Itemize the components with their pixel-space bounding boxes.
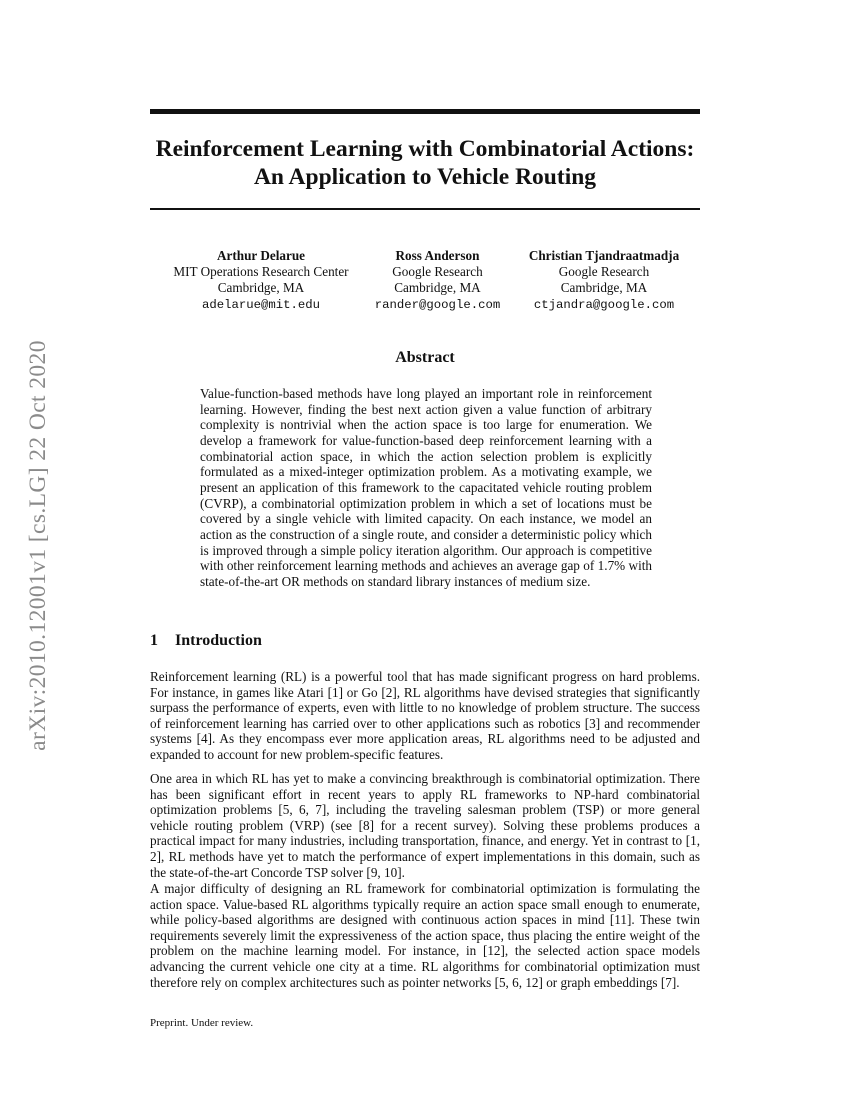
author-3: [512, 248, 696, 313]
author-name: Ross Anderson: [395, 248, 480, 263]
arxiv-stamp-text: arXiv:2010.12001v1 [cs.LG] 22 Oct 2020: [24, 339, 51, 751]
author-1: [150, 248, 372, 313]
author-affiliation: MIT Operations Research Center: [173, 264, 349, 280]
intro-paragraph-1: Reinforcement learning (RL) is a powerful tool that has made significant progress on hard problems. For instance, in games like Atari [1] or Go [2], RL algorithms have devised strategies that significantly surpass the performance of experts, even with little to no knowledge of problem structure. The success of reinforcement learning has carried over to other applications such as robotics [3] and recommender systems [4]. As they encompass ever more application areas, RL algorithms need to be adjusted and expanded to account for new problem-specific features.: [150, 669, 700, 762]
author-location: Cambridge, MA: [560, 280, 648, 296]
author-block: [150, 248, 700, 318]
author-2: [365, 248, 510, 313]
author-email: adelarue@mit.edu: [201, 297, 321, 312]
author-location: Cambridge, MA: [217, 280, 305, 296]
title-top-rule: [150, 109, 700, 114]
paper-title: [150, 135, 700, 191]
author-name: Arthur Delarue: [216, 248, 306, 263]
author-email: ctjandra@google.com: [533, 297, 675, 312]
intro-paragraph-3: A major difficulty of designing an RL framework for combinatorial optimization is formulating the action space. Value-based RL algorithms typically require an action space small enough to enumerate, while policy-based algorithms are designed with continuous action spaces in mind [11]. These twin requirements severely limit the expressiveness of the action space, thus placing the entire weight of the problem on the machine learning model. For instance, in [12], the selected action space models advancing the current vehicle one city at a time. RL algorithms for combinatorial optimization must therefore rely on complex architectures such as pointer networks [5, 6, 12] or graph embeddings [7].: [150, 881, 700, 990]
author-location: Cambridge, MA: [394, 280, 481, 296]
paper-title-line-2: An Application to Vehicle Routing: [253, 164, 597, 190]
section-title: Introduction: [175, 632, 262, 649]
author-affiliation: Google Research: [558, 264, 650, 280]
author-email: rander@google.com: [374, 297, 501, 312]
paper-title-line-1: Reinforcement Learning with Combinatorial Actions:: [155, 136, 695, 162]
title-bottom-rule: [150, 208, 700, 210]
section-heading: [150, 632, 262, 650]
author-affiliation: Google Research: [392, 264, 483, 280]
abstract-heading: Abstract: [395, 349, 455, 366]
section-number: 1: [150, 632, 158, 649]
author-name: Christian Tjandraatmadja: [528, 248, 680, 263]
intro-paragraph-2: One area in which RL has yet to make a convincing breakthrough is combinatorial optimization. There has been significant effort in recent years to apply RL frameworks to NP-hard combinatorial optimization problems [5, 6, 7], including the traveling salesman problem (TSP) or more general vehicle routing problem (VRP) (see [8] for a recent survey). Solving these problems produces a practical impact for many industries, including transportation, finance, and energy. Yet in contrast to [1, 2], RL methods have yet to match the performance of expert implementations in this domain, such as the state-of-the-art Concorde TSP solver [9, 10].: [150, 771, 700, 880]
arxiv-identifier-stamp: [18, 295, 58, 795]
abstract-text: Value-function-based methods have long played an important role in reinforcement learning. However, finding the best next action given a value function of arbitrary complexity is nontrivial when the action space is too large for enumeration. We develop a framework for value-function-based deep reinforcement learning with a combinatorial action space, in which the action selection problem is explicitly formulated as a mixed-integer optimization problem. As a motivating example, we present an application of this framework to the capacitated vehicle routing problem (CVRP), a combinatorial optimization problem in which a set of locations must be covered by a single vehicle with limited capacity. On each instance, we model an action as the construction of a single route, and consider a deterministic policy which is improved through a simple policy iteration algorithm. Our approach is competitive with other reinforcement learning methods and achieves an average gap of 1.7% with state-of-the-art OR methods on standard library instances of medium size.: [200, 386, 652, 589]
footer-note: Preprint. Under review.: [150, 1017, 254, 1029]
